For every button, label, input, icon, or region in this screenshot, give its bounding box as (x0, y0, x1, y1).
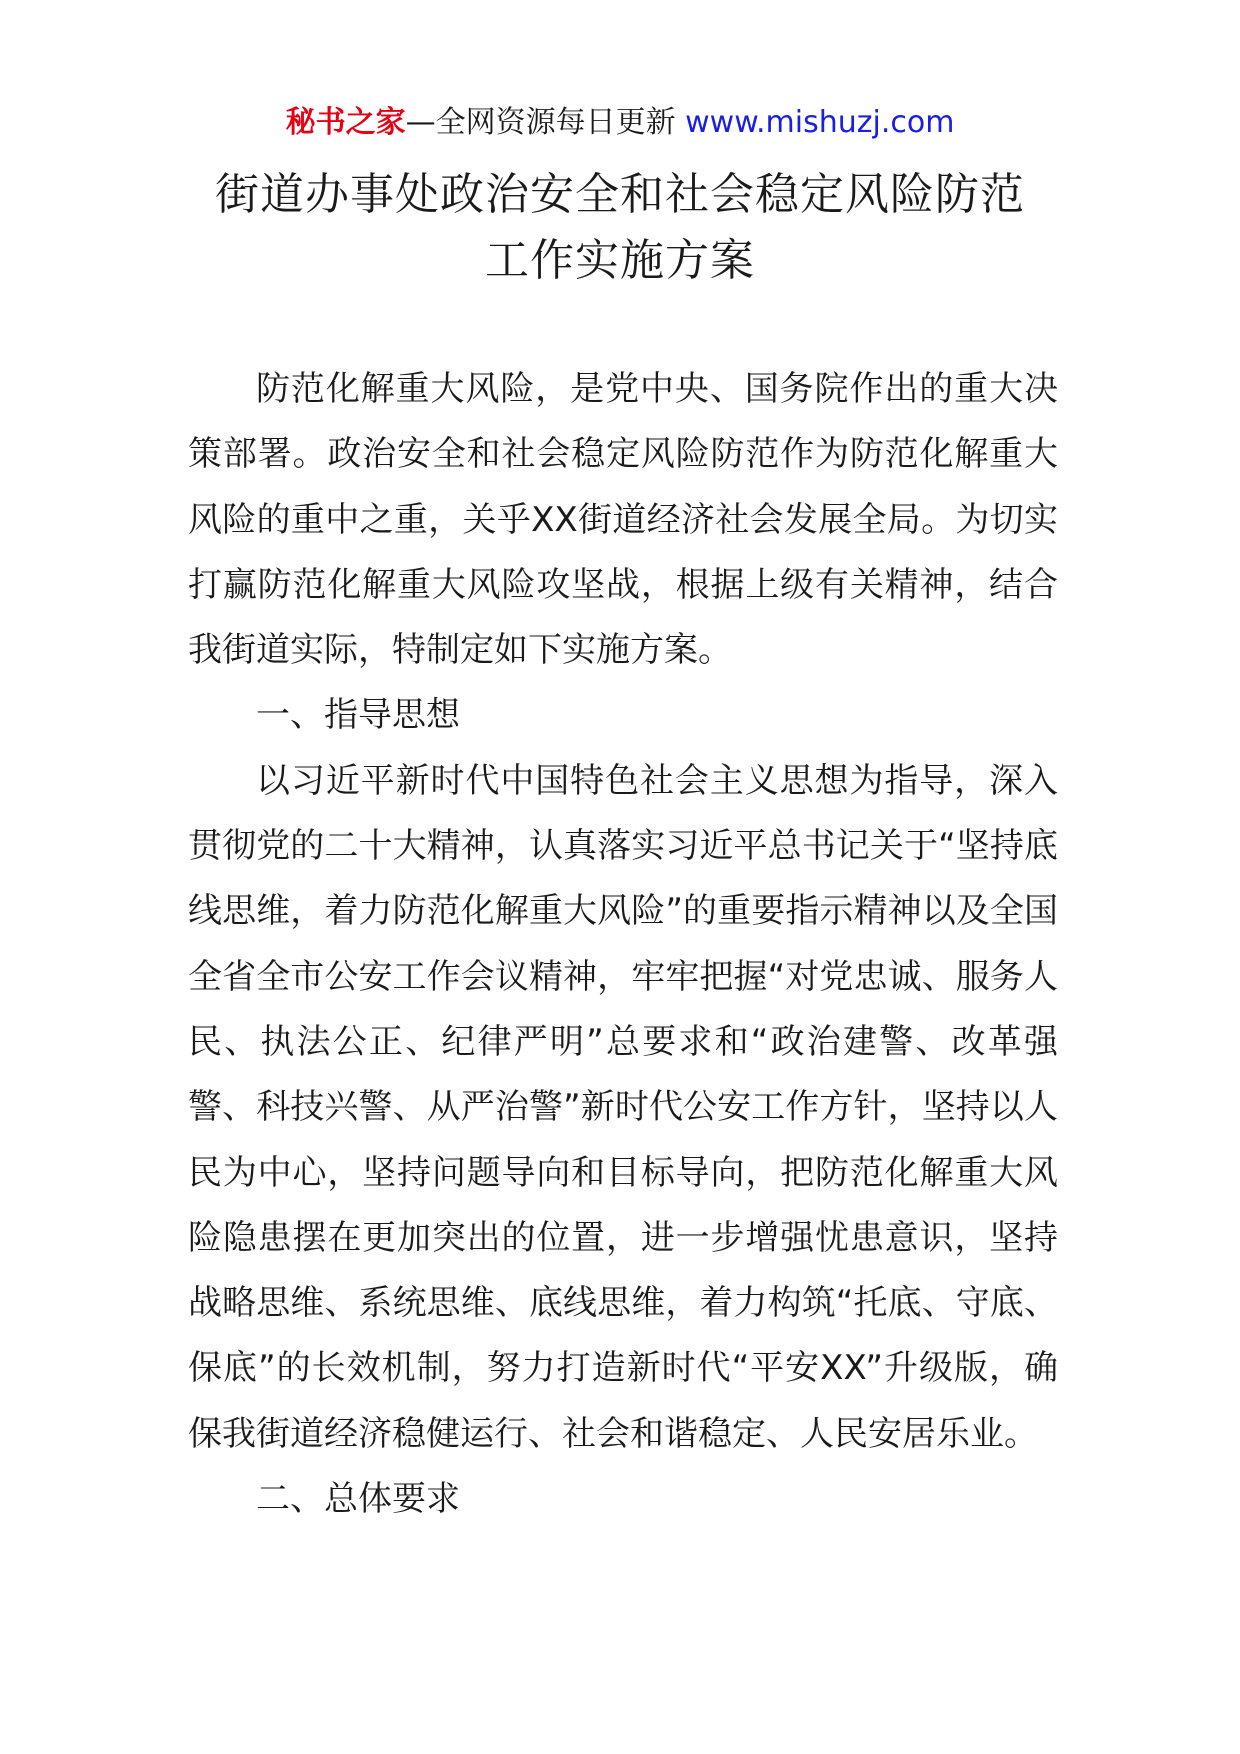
title-line-2: 工作实施方案 (485, 235, 755, 286)
site-banner (0, 102, 1240, 144)
intro-paragraph: 防范化解重大风险，是党中央、国务院作出的重大决策部署。政治安全和社会稳定风险防范作为防范化解重大风险的重中之重，关乎XX街道经济社会发展全局。为切实打赢防范化解重大风险攻坚战，根据上级有关精神，结合我街道实际，特制定如下实施方案。 (188, 369, 1058, 671)
section-heading-guiding-thought: 一、指导思想 (256, 695, 460, 736)
document-body (188, 357, 1058, 1532)
brand-name: 秘书之家 (285, 105, 406, 140)
title-line-1: 街道办事处政治安全和社会稳定风险防范 (215, 169, 1025, 220)
guiding-thought-paragraph: 以习近平新时代中国特色社会主义思想为指导，深入贯彻党的二十大精神，认真落实习近平总书记关于“坚持底线思维，着力防范化解重大风险”的重要指示精神以及全国全省全市公安工作会议精神，牢牢把握“对党忠诚、服务人民、执法公正、纪律严明”总要求和“政治建警、改革强警、科技兴警、从严治警”新时代公安工作方针，坚持以人民为中心，坚持问题导向和目标导向，把防范化解重大风险隐患摆在更加突出的位置，进一步增强忧患意识，坚持战略思维、系统思维、底线思维，着力构筑“托底、守底、保底”的长效机制，努力打造新时代“平安XX”升级版，确保我街道经济稳健运行、社会和谐稳定、人民安居乐业。 (188, 760, 1058, 1454)
banner-slogan: —全网资源每日更新 (405, 105, 686, 140)
site-url-link[interactable]: www.mishuzj.com (685, 105, 955, 140)
document-title (0, 162, 1240, 294)
section-heading-general-requirements: 二、总体要求 (256, 1479, 460, 1520)
